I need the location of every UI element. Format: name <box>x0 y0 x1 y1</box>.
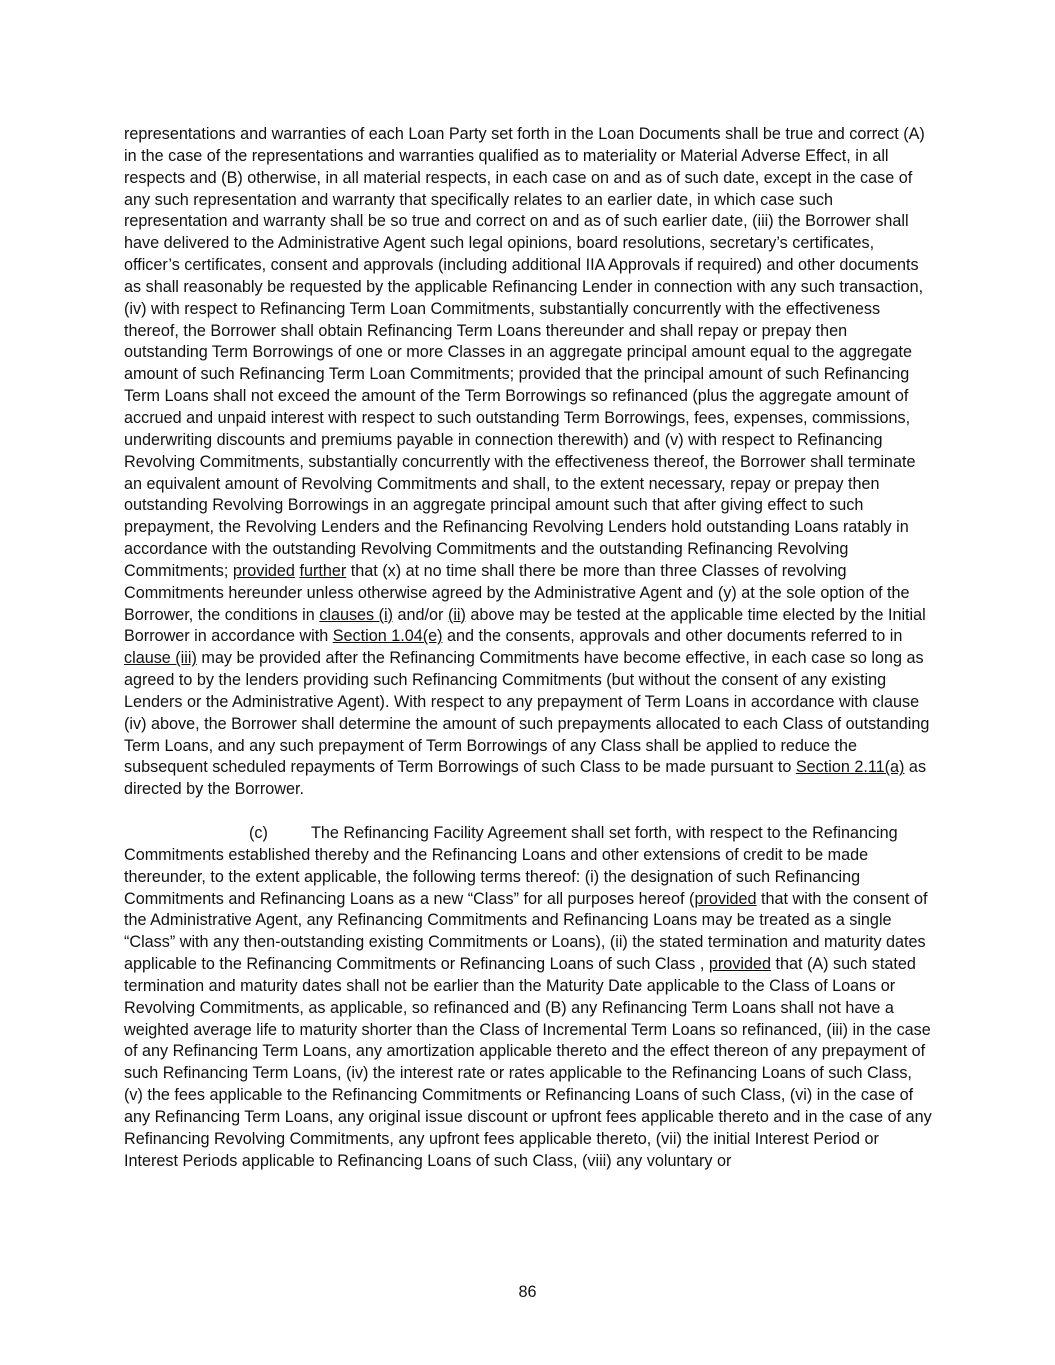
paragraph-c-refinancing-facility-agreement <box>124 823 934 1173</box>
underlined-term: provided <box>708 955 771 974</box>
clause-reference: (ii) <box>447 605 466 624</box>
text-run: as directed by the Borrower. <box>124 758 927 799</box>
paragraph-refinancing-conditions <box>124 124 934 801</box>
body-text <box>124 124 934 1173</box>
text-run: that (x) at no time shall there be more than three Classes of revolving Commitments hereunder unless otherwise agreed by the Administrative Agent and (y) at the sole option of the Borrower, the conditions in <box>124 561 910 624</box>
text-run: that (A) such stated termination and maturity dates shall not be earlier than the Maturity Date applicable to the Class of Loans or Revolving Commitments, as applicable, so refinanced and (B) any Refinancing Term Loans shall not have a weighted average life to maturity shorter than the Class of Incremental Term Loans so refinanced, (iii) in the case of any Refinancing Term Loans, any amortization applicable thereto and the effect thereon of any prepayment of such Refinancing Term Loans, (iv) the interest rate or rates applicable to the Refinancing Loans of such Class, (v) the fees applicable to the Refinancing Commitments or Refinancing Loans of such Class, (vi) in the case of any Refinancing Term Loans, any original issue discount or upfront fees applicable thereto and in the case of any Refinancing Revolving Commitments, any upfront fees applicable thereto, (vii) the initial Interest Period or Interest Periods applicable to Refinancing Loans of such Class, (viii) any voluntary or <box>124 955 932 1170</box>
text-run: may be provided after the Refinancing Commitments have become effective, in each case so long as agreed to by the lenders providing such Refinancing Commitments (but without the consent of any existing Lenders or the Administrative Agent). With respect to any prepayment of Term Loans in accordance with clause (iv) above, the Borrower shall determine the amount of such prepayments allocated to each Class of outstanding Term Loans, and any such prepayment of Term Borrowings of any Class shall be applied to reduce the subsequent scheduled repayments of Term Borrowings of such Class to be made pursuant to <box>124 649 930 777</box>
page-number: 86 <box>518 1283 537 1301</box>
underlined-term: provided <box>232 561 295 580</box>
underlined-term: provided <box>694 889 757 908</box>
clause-reference: clauses (i) <box>319 605 394 624</box>
text-run: and the consents, approvals and other documents referred to in <box>442 627 903 646</box>
text-run: The Refinancing Facility Agreement shall set forth, with respect to the Refinancing Commitments established thereby and the Refinancing Loans and other extensions of credit to be made thereunder, to the extent applicable, the following terms thereof: (i) the designation of such Refinancing Commitments and Refinancing Loans as a new “Class” for all purposes hereof ( <box>124 824 898 908</box>
underlined-term: further <box>299 561 347 580</box>
text-run: that with the consent of the Administrative Agent, any Refinancing Commitments and Refinancing Loans may be treated as a single “Class” with any then-outstanding existing Commitments or Loans), (ii) the stated termination and maturity dates applicable to the Refinancing Commitments or Refinancing Loans of such Class , <box>124 889 928 974</box>
text-run: representations and warranties of each Loan Party set forth in the Loan Documents shall be true and correct (A) in the case of the representations and warranties qualified as to materiality or Material Adverse Effect, in all respects and (B) otherwise, in all material respects, in each case on and as of such date, except in the case of any such representation and warranty that specifically relates to an earlier date, in which case such representation and warranty shall be so true and correct on and as of such earlier date, (iii) the Borrower shall have delivered to the Administrative Agent such legal opinions, board resolutions, secretary’s certificates, officer’s certificates, consent and approvals (including additional IIA Approvals if required) and other documents as shall reasonably be requested by the applicable Refinancing Lender in connection with any such transaction, (iv) with respect to Refinancing Term Loan Commitments, substantially concurrently with the effectiveness thereof, the Borrower shall obtain Refinancing Term Loans thereunder and shall repay or prepay then outstanding Term Borrowings of one or more Classes in an aggregate principal amount equal to the aggregate amount of such Refinancing Term Loan Commitments; provided that the principal amount of such Refinancing Term Loans shall not exceed the amount of the Term Borrowings so refinanced (plus the aggregate amount of accrued and unpaid interest with respect to such outstanding Term Borrowings, fees, expenses, commissions, underwriting discounts and premiums payable in connection therewith) and (v) with respect to Refinancing Revolving Commitments, substantially concurrently with the effectiveness thereof, the Borrower shall terminate an equivalent amount of Revolving Commitments and shall, to the extent necessary, repay or prepay then outstanding Revolving Borrowings in an aggregate principal amount such that after giving effect to such prepayment, the Revolving Lenders and the Refinancing Revolving Lenders hold outstanding Loans ratably in accordance with the outstanding Revolving Commitments and the outstanding Refinancing Revolving Commitments; <box>124 125 925 580</box>
section-reference: Section 2.11(a) <box>795 758 905 777</box>
text-run: above may be tested at the applicable time elected by the Initial Borrower in accordance with <box>124 605 926 646</box>
section-reference: Section 1.04(e) <box>332 627 443 646</box>
clause-reference: clause (iii) <box>124 649 197 668</box>
paragraph-label: (c) <box>249 824 268 842</box>
text-run: and/or <box>393 605 448 624</box>
